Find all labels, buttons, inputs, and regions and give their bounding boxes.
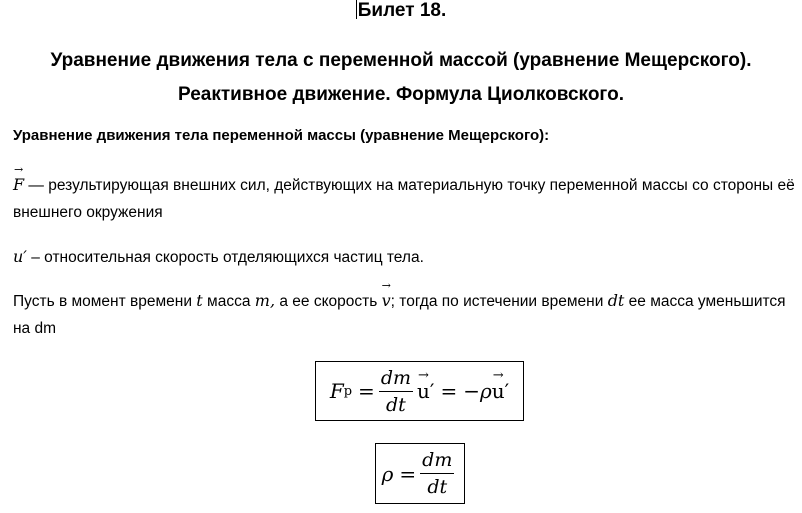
speed-vector-symbol: → v xyxy=(381,279,391,310)
paragraph-moment xyxy=(13,279,798,342)
formula-u-vector: → u xyxy=(417,368,430,403)
vector-arrow-icon: → xyxy=(417,368,429,383)
section-heading: Уравнение движения тела переменной массы (уравнение Мещерского): xyxy=(13,127,550,144)
vector-arrow-icon: → xyxy=(492,368,504,383)
force-vector-symbol: → F xyxy=(13,163,25,194)
formula-rho-equals: = xyxy=(399,461,417,486)
moment-text-5: ее масса уменьшится на dm xyxy=(13,293,786,337)
velocity-symbol: u′ xyxy=(13,247,27,266)
formula-rhs-u-vector: → u xyxy=(491,368,505,403)
text-cursor xyxy=(356,0,357,19)
time-symbol: t xyxy=(196,291,203,310)
rho-fraction-numerator: dm xyxy=(420,448,454,474)
formula-rhs-prime: ′ xyxy=(504,379,510,403)
title-line-1: Уравнение движения тела с переменной массой (уравнение Мещерского). xyxy=(50,50,752,71)
rho-fraction-denominator: dt xyxy=(427,476,448,498)
paragraph-force-definition xyxy=(13,163,798,226)
rho-formula-box xyxy=(375,443,465,504)
force-text: результирующая внешних сил, действующих на материальную точку переменной массы со стороны её внешнего окружения xyxy=(13,177,795,221)
meshchersky-formula-box xyxy=(315,361,524,421)
dt-symbol: dt xyxy=(607,291,625,310)
mass-symbol: m, xyxy=(254,291,276,310)
title-line-2: Реактивное движение. Формула Циолковского. xyxy=(178,84,624,105)
fraction-numerator: dm xyxy=(379,366,413,392)
velocity-text: – относительная скорость отделяющихся частиц тела. xyxy=(31,249,424,266)
moment-text-3: а ее скорость xyxy=(279,293,378,310)
formula-rho-fraction xyxy=(420,448,454,499)
formula-prime: ′ xyxy=(429,379,435,403)
vector-arrow-icon: → xyxy=(13,163,24,176)
force-dash: — xyxy=(28,177,44,194)
moment-text-4: ; тогда по истечении времени xyxy=(390,293,604,310)
formula-equals-2: = xyxy=(440,379,458,403)
ticket-label: Билет 18. xyxy=(357,0,447,21)
moment-text-1: Пусть в момент времени xyxy=(13,293,192,310)
vector-arrow-icon: → xyxy=(381,279,391,292)
formula-force-lhs: F xyxy=(329,379,344,403)
page-title xyxy=(0,44,802,112)
formula-equals: = xyxy=(358,379,375,403)
formula-rhs-prefix: −ρ xyxy=(463,379,492,403)
moment-text-2: масса xyxy=(207,293,251,310)
ticket-number xyxy=(0,0,802,22)
fraction-denominator: dt xyxy=(386,393,406,416)
formula-fraction xyxy=(379,366,413,417)
formula-rho-lhs: ρ xyxy=(381,461,394,486)
paragraph-velocity-definition xyxy=(13,243,798,271)
formula-force-subscript: р xyxy=(343,383,353,399)
